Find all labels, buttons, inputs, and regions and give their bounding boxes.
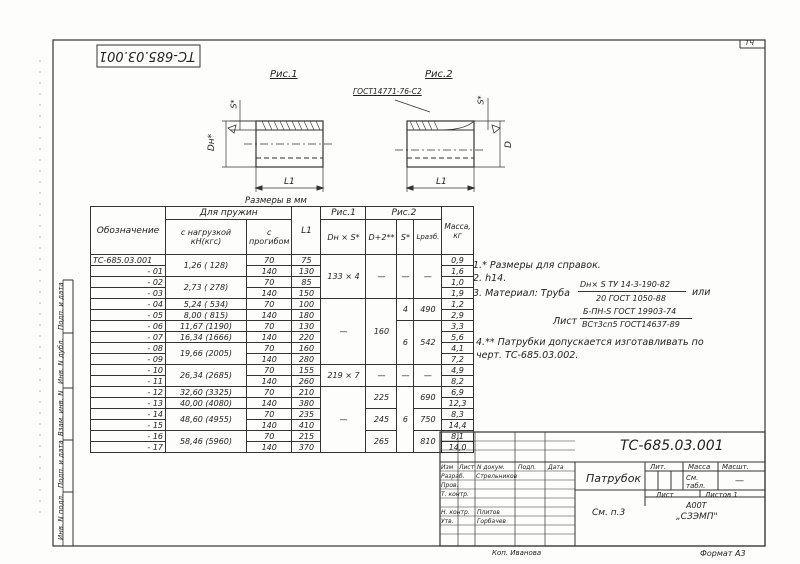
tb-utv: Утв. <box>441 518 454 525</box>
table-cell: 220 <box>292 332 321 343</box>
table-cell: 7,2 <box>442 354 473 365</box>
table-cell: - 17 <box>91 442 166 453</box>
table-cell: - 08 <box>91 343 166 354</box>
fig2-label: Рис.2 <box>425 69 453 80</box>
table-cell: 265 <box>366 431 397 453</box>
table-cell: 750 <box>414 409 442 431</box>
table-cell: 14,4 <box>442 420 473 431</box>
table-cell: 70 <box>247 277 292 288</box>
table-cell: 1,2 <box>442 299 473 310</box>
table-cell: 75 <box>292 255 321 266</box>
table-cell: 155 <box>292 365 321 376</box>
side-stamp-label: Подп. и дата <box>57 282 65 330</box>
table-cell: - 16 <box>91 431 166 442</box>
tb-razrab-name: Стрельников <box>476 473 518 480</box>
table-cell: 140 <box>247 354 292 365</box>
tb-razrab: Разраб. <box>441 473 465 480</box>
col-fig1: Рис.1 <box>321 207 366 220</box>
table-cell: — <box>414 255 442 299</box>
table-cell: — <box>321 299 366 365</box>
side-stamp-label: Инв. N подл. <box>57 493 65 540</box>
side-stamp-label: Взам. инв. N <box>57 390 65 436</box>
table-cell: 14,0 <box>442 442 473 453</box>
table-cell: 245 <box>366 409 397 431</box>
table-cell: 70 <box>247 299 292 310</box>
note-3-den2: ВСт3сп5 ГОСТ14637-89 <box>582 320 680 329</box>
table-cell: 140 <box>247 420 292 431</box>
table-cell: 5,6 <box>442 332 473 343</box>
table-cell: 542 <box>414 321 442 365</box>
dim-dn-label: Dн* <box>207 133 218 152</box>
table-cell: 215 <box>292 431 321 442</box>
table-cell: 85 <box>292 277 321 288</box>
note-2: 2. h14. <box>473 273 507 284</box>
table-cell: - 03 <box>91 288 166 299</box>
tb-prov: Пров. <box>441 482 459 489</box>
dim-l1-label-fig1: L1 <box>284 177 295 187</box>
table-cell: 210 <box>292 387 321 398</box>
table-cell: - 15 <box>91 420 166 431</box>
table-cell: 235 <box>292 409 321 420</box>
table-cell: 133 × 4 <box>321 255 366 299</box>
table-cell: 4,9 <box>442 365 473 376</box>
table-cell: 8,1 <box>442 431 473 442</box>
table-cell: 5,24 ( 534) <box>166 299 247 310</box>
col-deflection: с прогибом <box>247 220 292 255</box>
table-cell: - 11 <box>91 376 166 387</box>
table-cell: 70 <box>247 255 292 266</box>
table-cell: 6 <box>397 321 414 365</box>
tb-sheet: Лист <box>656 491 674 499</box>
dim-l1-label-fig2: L1 <box>436 177 447 187</box>
table-cell: 1,26 ( 128) <box>166 255 247 277</box>
table-cell: - 01 <box>91 266 166 277</box>
dim-s-label: S* <box>229 99 239 109</box>
table-cell: 70 <box>247 343 292 354</box>
table-cell: 12,3 <box>442 398 473 409</box>
tb-podp: Подп. <box>518 464 537 471</box>
table-cell: 130 <box>292 321 321 332</box>
dim-d-label: D <box>503 141 514 148</box>
tb-izm: Изм <box>441 464 454 471</box>
table-cell: 32,60 (3325) <box>166 387 247 398</box>
tb-mass-val: См. табл. <box>686 474 706 490</box>
table-cell: - 10 <box>91 365 166 376</box>
col-fig2: Рис.2 <box>366 207 442 220</box>
table-cell: ТС-685.03.001 <box>91 255 166 266</box>
sizes-caption: Размеры в мм <box>245 196 307 206</box>
table-cell: 70 <box>247 321 292 332</box>
table-cell: 4,1 <box>442 343 473 354</box>
table-cell: 19,66 (2005) <box>166 343 247 365</box>
table-cell: 219 × 7 <box>321 365 366 387</box>
table-cell: 160 <box>366 299 397 365</box>
table-cell: 4 <box>397 299 414 321</box>
col-designation: Обозначение <box>91 207 166 255</box>
table-cell: 11,67 (1190) <box>166 321 247 332</box>
table-cell: 100 <box>292 299 321 310</box>
table-cell: - 04 <box>91 299 166 310</box>
table-cell: 1,9 <box>442 288 473 299</box>
table-cell: 370 <box>292 442 321 453</box>
table-cell: — <box>366 255 397 299</box>
table-cell: 140 <box>247 266 292 277</box>
tb-copied: Коп. Иванова <box>492 549 542 557</box>
tb-list: Лист <box>459 464 475 471</box>
table-cell: - 07 <box>91 332 166 343</box>
table-cell: 48,60 (4955) <box>166 409 247 431</box>
table-cell: 690 <box>414 387 442 409</box>
tb-org2: „СЗЭМП" <box>676 512 718 522</box>
table-cell: 3,3 <box>442 321 473 332</box>
table-cell: 410 <box>292 420 321 431</box>
fig1-label: Рис.1 <box>270 69 298 80</box>
tb-ndoc: N докум. <box>477 464 505 471</box>
col-fig2-s: S* <box>397 220 414 255</box>
tb-format: Формат А3 <box>700 549 746 558</box>
col-mass: Масса, кг <box>442 207 473 255</box>
side-stamp-label: Инв. N дубл. <box>57 338 65 384</box>
tb-utv-name: Горбачев <box>477 518 506 525</box>
table-cell: 810 <box>414 431 442 453</box>
table-cell: - 13 <box>91 398 166 409</box>
note-1: 1.* Размеры для справок. <box>473 260 601 271</box>
sheet-corner-label: ТЧ <box>745 39 755 47</box>
col-l1: L1 <box>292 207 321 255</box>
col-fig1-sub: Dн × S* <box>321 220 366 255</box>
note-3-or: или <box>692 287 711 298</box>
rotated-code: ТС-685.03.001 <box>98 48 195 63</box>
table-cell: 70 <box>247 431 292 442</box>
table-cell: 140 <box>247 288 292 299</box>
table-cell: 140 <box>247 376 292 387</box>
table-cell: 8,2 <box>442 376 473 387</box>
tb-mass: Масса <box>688 463 711 471</box>
col-load: с нагрузкой кН(кгс) <box>166 220 247 255</box>
table-cell: 8,3 <box>442 409 473 420</box>
tb-nkontr-name: Плитов <box>477 509 500 516</box>
note-3-den1: 20 ГОСТ 1050-88 <box>596 294 666 303</box>
table-cell: 490 <box>414 299 442 321</box>
tb-scale: Масшт. <box>722 463 749 471</box>
table-cell: 6,9 <box>442 387 473 398</box>
table-cell: — <box>366 365 397 387</box>
table-cell: 16,34 (1666) <box>166 332 247 343</box>
table-cell: — <box>397 365 414 387</box>
table-cell: 260 <box>292 376 321 387</box>
col-for-springs: Для пружин <box>166 207 292 220</box>
col-fig2-l: Lразб. <box>414 220 442 255</box>
table-cell: 225 <box>366 387 397 409</box>
note-3-list: Лист <box>553 316 578 327</box>
tb-nkontr: Н. контр. <box>441 509 470 516</box>
table-cell: - 12 <box>91 387 166 398</box>
table-cell: 8,00 ( 815) <box>166 310 247 321</box>
table-cell: 140 <box>247 442 292 453</box>
table-cell: 70 <box>247 365 292 376</box>
table-cell: 380 <box>292 398 321 409</box>
side-stamp-label: Подп. и дата <box>57 440 65 488</box>
table-cell: - 09 <box>91 354 166 365</box>
tb-sheets: Листов 1 <box>705 491 738 499</box>
note-4b: черт. ТС-685.03.002. <box>476 350 579 361</box>
table-cell: 140 <box>247 398 292 409</box>
table-cell: — <box>414 365 442 387</box>
table-cell: - 05 <box>91 310 166 321</box>
table-cell: - 02 <box>91 277 166 288</box>
dim-s-label-fig2: S* <box>476 95 486 105</box>
table-cell: 6 <box>397 387 414 453</box>
tb-org1: А00Т <box>686 501 707 510</box>
table-cell: 130 <box>292 266 321 277</box>
tb-material: См. п.3 <box>592 508 626 518</box>
note-4a: 4.** Патрубки допускается изготавливать по <box>476 337 704 348</box>
table-cell: 140 <box>247 310 292 321</box>
tb-code: ТС-685.03.001 <box>620 438 724 454</box>
note-3-num1: Dн× S ТУ 14-3-190-82 <box>580 280 670 289</box>
table-cell: 70 <box>247 387 292 398</box>
table-cell: 58,46 (5960) <box>166 431 247 453</box>
table-cell: 150 <box>292 288 321 299</box>
table-cell: 70 <box>247 409 292 420</box>
tb-name: Патрубок <box>586 472 642 485</box>
table-cell: 26,34 (2685) <box>166 365 247 387</box>
tb-data: Дата <box>548 464 564 471</box>
table-cell: 0,9 <box>442 255 473 266</box>
table-cell: 180 <box>292 310 321 321</box>
col-fig2-d: D+2** <box>366 220 397 255</box>
table-cell: 2,9 <box>442 310 473 321</box>
tb-lit: Лит. <box>650 463 667 471</box>
table-cell: — <box>321 387 366 453</box>
table-cell: 1,0 <box>442 277 473 288</box>
table-cell: 40,00 (4080) <box>166 398 247 409</box>
table-cell: 140 <box>247 332 292 343</box>
tb-tkontr: Т. контр. <box>441 491 469 498</box>
note-3-num2: Б-ПН-S ГОСТ 19903-74 <box>583 307 677 316</box>
table-cell: 1,6 <box>442 266 473 277</box>
table-cell: 280 <box>292 354 321 365</box>
table-cell: - 06 <box>91 321 166 332</box>
table-cell: - 14 <box>91 409 166 420</box>
table-cell: 160 <box>292 343 321 354</box>
tb-scale-val: — <box>735 476 744 486</box>
table-cell: 2,73 ( 278) <box>166 277 247 299</box>
table-cell: — <box>397 255 414 299</box>
note-3: 3. Материал: Труба <box>473 288 570 299</box>
gost-label: ГОСТ14771-76-С2 <box>353 87 422 96</box>
